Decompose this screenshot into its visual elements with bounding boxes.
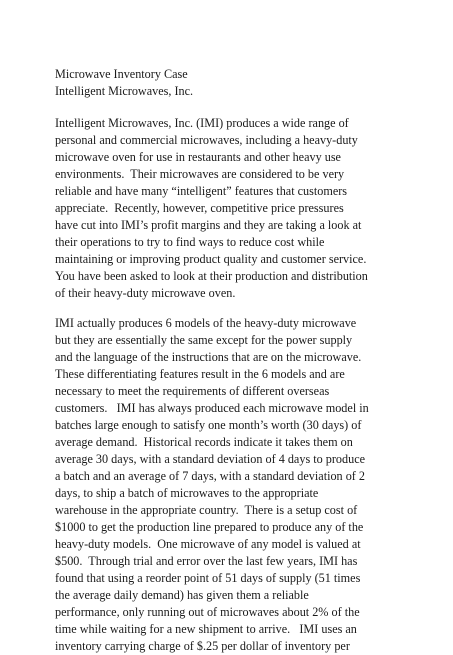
paragraph-2-line: $500. Through trial and error over the last few years, IMI has bbox=[55, 554, 358, 568]
paragraph-1-line: of their heavy-duty microwave oven. bbox=[55, 286, 236, 300]
paragraph-2-line: but they are essentially the same except for the power supply bbox=[55, 333, 353, 347]
paragraph-2-line: time while waiting for a new shipment to arrive. IMI uses an bbox=[55, 622, 357, 636]
paragraph-2-line: performance, only running out of microwaves about 2% of the bbox=[55, 605, 360, 619]
paragraph-2-line: $1000 to get the production line prepared to produce any of the bbox=[55, 520, 364, 534]
paragraph-2-line: heavy-duty models. One microwave of any model is valued at bbox=[55, 537, 361, 551]
paragraph-1-line: have cut into IMI’s profit margins and they are taking a look at bbox=[55, 218, 362, 232]
paragraph-2-line: These differentiating features result in the 6 models and are bbox=[55, 367, 345, 381]
paragraph-2-line: batches large enough to satisfy one month’s worth (30 days) of bbox=[55, 418, 362, 432]
document-subtitle: Intelligent Microwaves, Inc. bbox=[55, 84, 194, 98]
paragraph-2-line: necessary to meet the requirements of different overseas bbox=[55, 384, 330, 398]
paragraph-1-line: appreciate. Recently, however, competitive price pressures bbox=[55, 201, 344, 215]
paragraph-2-line: IMI actually produces 6 models of the heavy-duty microwave bbox=[55, 316, 357, 330]
paragraph-1-line: personal and commercial microwaves, including a heavy-duty bbox=[55, 133, 358, 147]
paragraph-2-line: and the language of the instructions that are on the microwave. bbox=[55, 350, 362, 364]
paragraph-1-line: their operations to try to find ways to reduce cost while bbox=[55, 235, 325, 249]
paragraph-2-line: days, to ship a batch of microwaves to the appropriate bbox=[55, 486, 319, 500]
paragraph-1-line: You have been asked to look at their production and distribution bbox=[55, 269, 368, 283]
document-title: Microwave Inventory Case bbox=[55, 67, 188, 81]
paragraph-1-line: Intelligent Microwaves, Inc. (IMI) produces a wide range of bbox=[55, 116, 349, 130]
paragraph-2-line: found that using a reorder point of 51 days of supply (51 times bbox=[55, 571, 361, 585]
paragraph-2-line: average demand. Historical records indicate it takes them on bbox=[55, 435, 353, 449]
paragraph-2-line: average 30 days, with a standard deviation of 4 days to produce bbox=[55, 452, 366, 466]
paragraph-2-line: warehouse in the appropriate country. There is a setup cost of bbox=[55, 503, 358, 517]
paragraph-2-line: the average daily demand) has given them a reliable bbox=[55, 588, 309, 602]
paragraph-1-line: reliable and have many “intelligent” features that customers bbox=[55, 184, 348, 198]
paragraph-1-line: microwave oven for use in restaurants and other heavy use bbox=[55, 150, 341, 164]
paragraph-1-line: maintaining or improving product quality and customer service. bbox=[55, 252, 367, 266]
paragraph-2-line: inventory carrying charge of $.25 per dollar of inventory per bbox=[55, 639, 350, 653]
paragraph-1-line: environments. Their microwaves are considered to be very bbox=[55, 167, 345, 181]
paragraph-2-line: customers. IMI has always produced each microwave model in bbox=[55, 401, 369, 415]
paragraph-2-line: a batch and an average of 7 days, with a standard deviation of 2 bbox=[55, 469, 365, 483]
